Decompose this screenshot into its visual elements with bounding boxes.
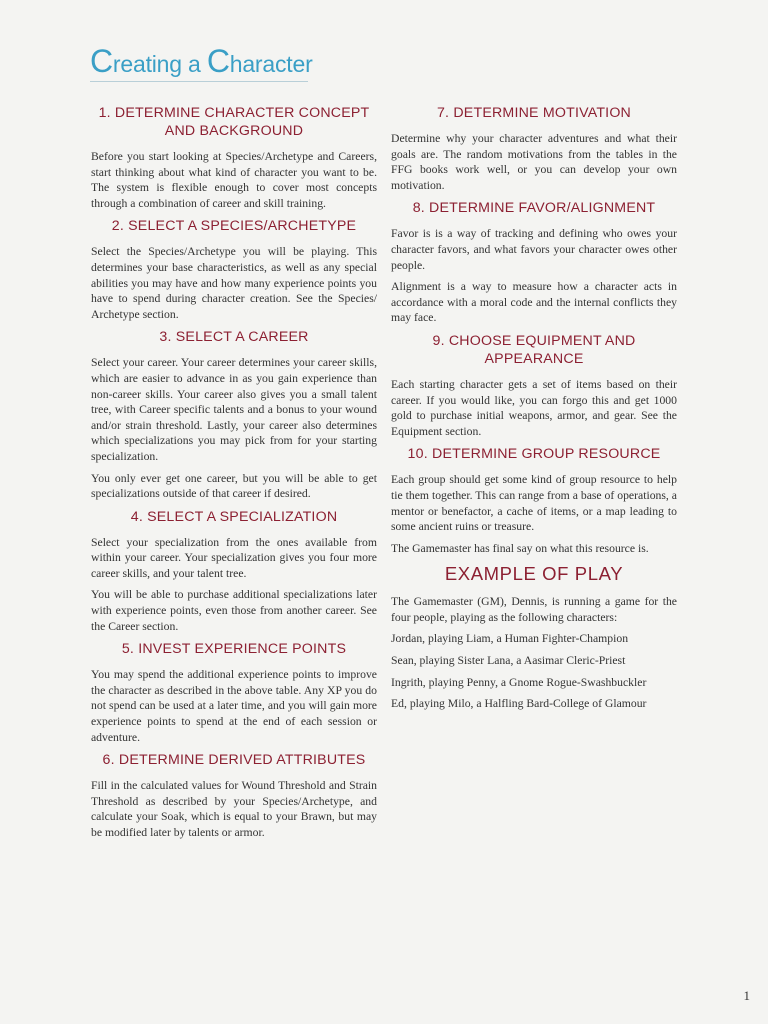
section-heading-equipment: 9. CHOOSE EQUIPMENT AND APPEARANCE: [432, 332, 636, 367]
page-number: 1: [743, 988, 750, 1003]
section-text: The Gamemaster has final say on what this resource is.: [391, 541, 649, 555]
section-text: Each group should get some kind of group resource to help tie them together. This can range from a base of operations, a mentor or benefactor, a cache of items, or a map leading to some ancient ruins or treasure.: [391, 473, 677, 534]
section-heading-favor-alignment: 8. DETERMINE FAVOR/ALIGNMENT: [412, 200, 656, 217]
section-text: You only ever get one career, but you will be able to get specializations outside of that career if desired.: [91, 471, 377, 501]
page-title: Creating a Character: [90, 44, 308, 82]
section-text: You will be able to purchase additional specializations later with experience points, even those from another career. See the Career section.: [91, 588, 377, 633]
section-text: Alignment is a way to measure how a character acts in accordance with a moral code and the internal conflicts they may face.: [391, 280, 677, 325]
section-text: Favor is is a way of tracking and defining who owes your character favors, and what favors your character owes other people.: [391, 227, 677, 272]
player-line: Ed, playing Milo, a Halfling Bard-College of Glamour: [391, 697, 647, 711]
section-heading-species: 2. SELECT A SPECIES/ARCHETYPE: [111, 218, 357, 235]
section-text: You may spend the additional experience points to improve the character as described in the above table. Any XP you do not spend can be used at a later time, and you will gain more experience points to spend at the end of each session or adventure.: [91, 668, 377, 744]
right-column: [391, 104, 677, 712]
section-text: Select your specialization from the ones available from within your career. Your specialization gives you four more career skills, and your talent tree.: [91, 535, 377, 580]
section-heading-derived-attributes: 6. DETERMINE DERIVED ATTRIBUTES: [102, 752, 366, 769]
section-text: Fill in the calculated values for Wound Threshold and Strain Threshold as described by your Species/Archetype, and calculate your Soak, which is equal to your Brawn, but may be modified later by talents or armor.: [91, 779, 377, 839]
section-text: Each starting character gets a set of items based on their career. If you would like, you can forgo this and get 1000 gold to purchase initial weapons, armor, and gear. See the Equipment section.: [391, 377, 677, 438]
section-heading-group-resource: 10. DETERMINE GROUP RESOURCE: [407, 446, 661, 463]
player-line: Jordan, playing Liam, a Human Fighter-Champion: [391, 632, 629, 646]
section-heading-experience: 5. INVEST EXPERIENCE POINTS: [121, 641, 347, 658]
section-heading-career: 3. SELECT A CAREER: [159, 329, 309, 346]
player-line: Ingrith, playing Penny, a Gnome Rogue-Swashbuckler: [391, 675, 647, 689]
example-heading: EXAMPLE OF PLAY: [444, 563, 624, 585]
section-text: Select your career. Your career determines your career skills, which are easier to advance in as you gain experience than non-career skills. Your career also gives you a small talent tree, with Career specific talents and a bonus to your wound and/or strain threshold. Lastly, your career also determines which specializations you may pick from for your starting specialization.: [91, 356, 377, 463]
example-intro: The Gamemaster (GM), Dennis, is running a game for the four people, playing as the following characters:: [391, 595, 677, 624]
section-heading-character-concept: 1. DETERMINE CHARACTER CONCEPT AND BACKGROUND: [98, 105, 370, 139]
left-column: [91, 104, 377, 841]
section-text: Before you start looking at Species/Archetype and Careers, start thinking about what kind of character you want to be. The system is flexible enough to cover most concepts through a combination of career and skill training.: [91, 150, 377, 210]
section-text: Select the Species/Archetype you will be playing. This determines your base characteristics, as well as any special abilities you may have and how many experience points you have to spend during character creation. See the Species/ Archetype section.: [91, 245, 377, 321]
section-text: Determine why your character adventures and what their goals are. The random motivations from the tables in the FFG books work well, or you can develop your own motivation.: [391, 132, 677, 192]
section-heading-specialization: 4. SELECT A SPECIALIZATION: [130, 508, 338, 525]
player-line: Sean, playing Sister Lana, a Aasimar Cleric-Priest: [391, 654, 626, 668]
section-heading-motivation: 7. DETERMINE MOTIVATION: [436, 105, 632, 121]
